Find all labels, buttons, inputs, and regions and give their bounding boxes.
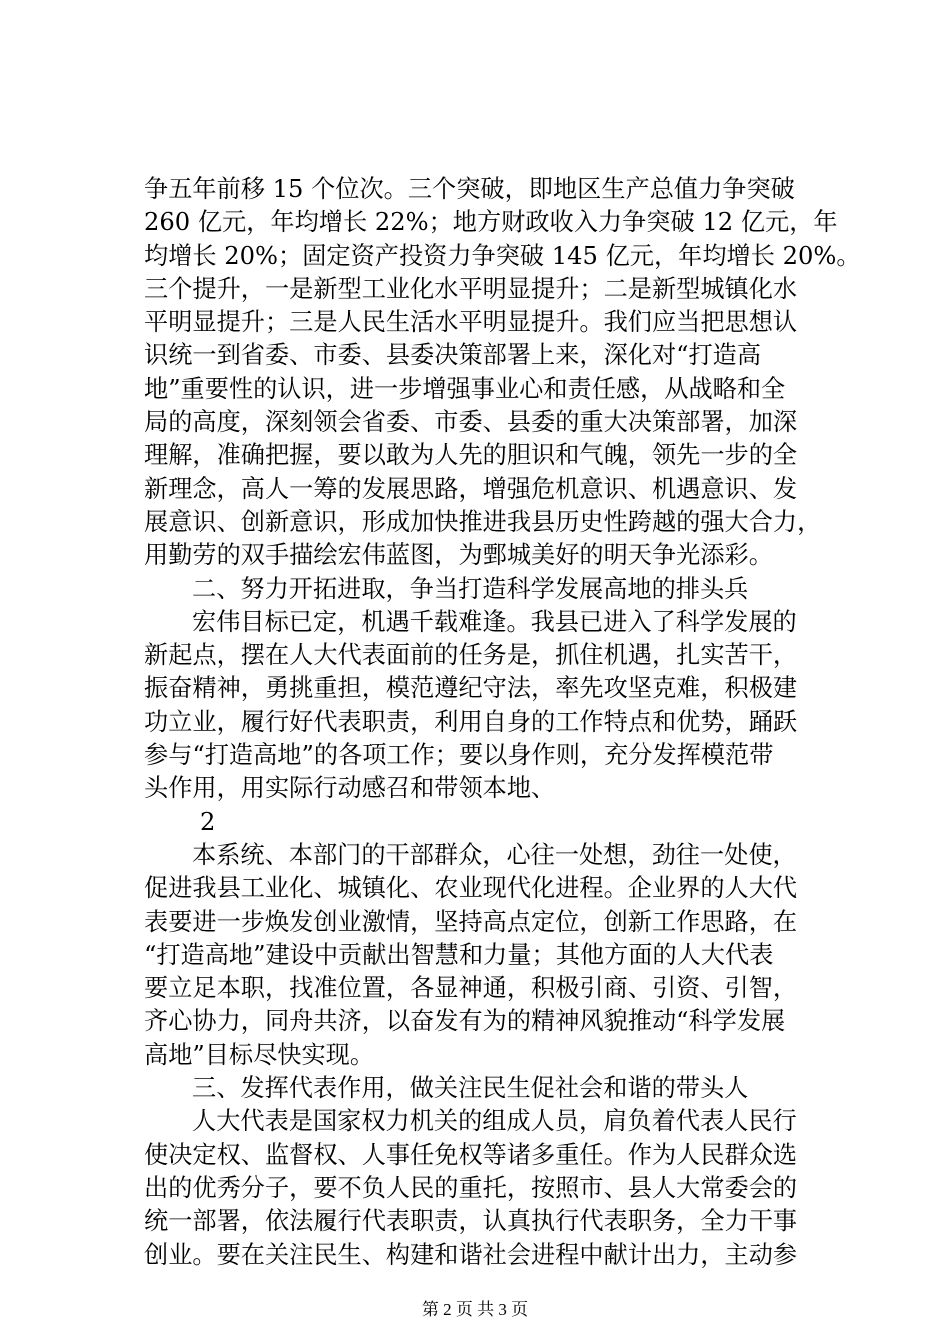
text-line: 功立业，履行好代表职责，利用自身的工作特点和优势，踊跃 (144, 707, 798, 736)
text-line: 260 亿元，年均增长 22%；地方财政收入力争突破 12 亿元，年 (144, 208, 838, 237)
text-line: 理解，准确把握，要以敢为人先的胆识和气魄，领先一步的全 (144, 441, 798, 470)
text-line: 表要进一步焕发创业激情，坚持高点定位，创新工作思路，在 (144, 907, 798, 936)
page-footer: 第 2 页 共 3 页 (421, 1300, 529, 1319)
text-line: 使决定权、监督权、人事任免权等诸多重任。作为人民群众选 (144, 1140, 798, 1169)
text-line: 创业。要在关注民生、构建和谐社会进程中献计出力，主动参 (144, 1240, 798, 1269)
text-line: 要立足本职，找准位置，各显神通，积极引商、引资、引智， (144, 974, 798, 1003)
text-line: 新起点，摆在人大代表面前的任务是，抓住机遇，扎实苦干， (144, 641, 798, 670)
text-line: 头作用，用实际行动感召和带领本地、 (144, 774, 556, 803)
text-line: 二、努力开拓进取，争当打造科学发展高地的排头兵 (192, 574, 749, 603)
page-number-marker: 2 (200, 807, 216, 836)
text-line: 用勤劳的双手描绘宏伟蓝图，为鄄城美好的明天争光添彩。 (144, 541, 773, 570)
text-line: 均增长 20%；固定资产投资力争突破 145 亿元，年均增长 20%。 (144, 241, 861, 270)
text-line: 出的优秀分子，要不负人民的重托，按照市、县人大常委会的 (144, 1173, 798, 1202)
document-body (144, 173, 861, 1272)
text-line: 平明显提升；三是人民生活水平明显提升。我们应当把思想认 (144, 308, 798, 337)
text-line: 振奋精神，勇挑重担，模范遵纪守法，率先攻坚克难，积极建 (144, 674, 798, 703)
text-line: 统一部署，依法履行代表职责，认真执行代表职务，全力干事 (144, 1207, 798, 1236)
text-line: 展意识、创新意识，形成加快推进我县历史性跨越的强大合力， (144, 507, 822, 536)
text-line: 三个提升，一是新型工业化水平明显提升；二是新型城镇化水 (144, 274, 798, 303)
text-line: 局的高度，深刻领会省委、市委、县委的重大决策部署，加深 (144, 408, 798, 437)
text-line: 地”重要性的认识，进一步增强事业心和责任感，从战略和全 (144, 374, 786, 403)
text-line: 本系统、本部门的干部群众，心往一处想，劲往一处使， (192, 840, 797, 869)
text-line: 三、发挥代表作用，做关注民生促社会和谐的带头人 (192, 1074, 749, 1103)
text-line: 争五年前移 15 个位次。三个突破，即地区生产总值力争突破 (144, 175, 795, 203)
text-line: 参与“打造高地”的各项工作；要以身作则，充分发挥模范带 (144, 741, 774, 770)
text-line: 人大代表是国家权力机关的组成人员，肩负着代表人民行 (192, 1107, 797, 1136)
text-line: 识统一到省委、市委、县委决策部署上来，深化对“打造高 (144, 341, 762, 370)
text-line: 新理念，高人一筹的发展思路，增强危机意识、机遇意识、发 (144, 474, 798, 503)
text-line: 宏伟目标已定，机遇千载难逢。我县已进入了科学发展的 (192, 607, 797, 636)
text-line: “打造高地”建设中贡献出智慧和力量；其他方面的人大代表 (144, 940, 774, 969)
text-line: 齐心协力，同舟共济，以奋发有为的精神风貌推动“科学发展 (144, 1007, 786, 1036)
text-line: 促进我县工业化、城镇化、农业现代化进程。企业界的人大代 (144, 874, 798, 903)
text-line: 高地”目标尽快实现。 (144, 1040, 375, 1069)
